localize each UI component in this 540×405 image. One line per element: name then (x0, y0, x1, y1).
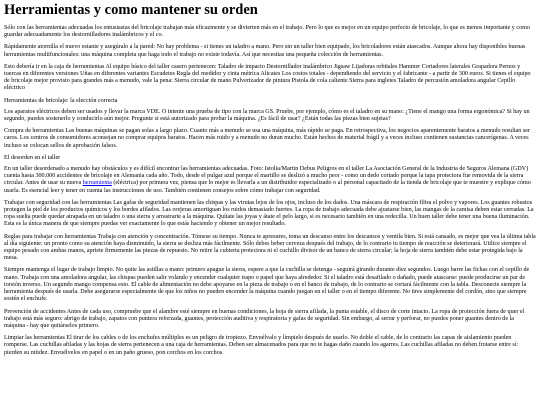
section-heading-mess: El desorden en el taller (4, 154, 61, 161)
paragraph-buying: Compra de herramientas Las buenas máquinas se pagan solas a largo plazo. Cuanto más a menudo se usa una máquina, más rápido se paga. En retrospectiva, los negocios aparentemente baratos a menudo resultan ser caros. Los centros de consumidores aconsejan no comprar equipos baratos. Hacen más ruido y a menudo no duran mucho. Están hechos de material frágil y a veces incluso contienen sustancias cancerígenas. A veces incluso se colocan sellos de aprobación falsos. (4, 128, 530, 149)
paragraph-cleaning: Limpiar las herramientas El tirar de los cables o de los enchufes múltiples es un peligro de tropiezo. Envuélvalo y límpielo después de usarlo. No doble el cable, de lo contrario las capas de aislamiento pueden romperse. Las cuchillas afiladas y las hojas de sierra pertenecen a una caja de herramientas. Deben ser almacenados para que no te hagas daño cuando los agarres. Las cuchillas afiladas no deben frotarse entre sí: pierden su nitidez. Envuélvelos en papel o en un paño grueso, pon corchos en los corchos. (4, 335, 519, 356)
page-title: Herramientas y como mantener su orden (4, 2, 258, 18)
intro-paragraph: Sólo con las herramientas adecuadas los entusiastas del bricolaje trabajan más eficazmente y se divierten más en el trabajo. Pero lo que es mejor en un equipo perfecto de bricolaje, lo que es menos importante y como guardar adecuadamente los destornilladores inalámbricos y el co. (4, 25, 530, 39)
paragraph-clean-workplace: Siempre mantenga el lugar de trabajo limpio. No quite las astillas a mano: primero apague la sierra, espere a que la cuchilla se detenga - seguirá girando durante diez segundos. Luego barre las fichas con el cepillo de mano. Trabaja con una amoladora angular, las chispas pueden salir volando y encender cualquier trapo o papel que haya alrededor. Si el taladro está desafilado o dañado, puede atascarse: puede producirse un par de torsión inverso. Un segundo mango compensa esto. El cable de alimentación no debe apoyarse en la pieza de trabajo o en el banco de trabajo, de lo contrario se cortará fácilmente con la tabla. Desconecte siempre la herramienta después de usarla. Debe asegurarse especialmente de que los niños no pueden encender la máquina cuando juegan en el taller o en el tiempo diferente. No tires simplemente del cordón, sino que siempre sostén el enchufe. (4, 267, 530, 303)
paragraph-vde: Los aparatos eléctricos deben ser usados y llevar la marca VDE. O intente una prueba de tipo con la marca GS. Pruebe, por ejemplo, cómo es el taladro en su mano: ¿Tiene el mango una forma ergonómica? Si hay un segundo, puedes sostenerlo y conducirlo aún mejor. Pregunte si está autorizado para probar la máquina. ¿Es fácil de usar? ¿Están todas las piezas bien sujetas? (4, 108, 530, 123)
paragraph-dangers (4, 166, 536, 195)
paragraph-prevention: Prevención de accidentes Antes de cada uso, compruebe que el alambre esté siempre en buenas condiciones, la hoja de sierra afilada, la punta estable, el disco de corte intacto. La ropa de protección fuera de quer el trabajo está más seguro: abrigo de trabajo, zapatos con puntera reforzada, guantes, protección auditiva y respiratoria y gafas de seguridad. Sin embargo, al serrar y perforar, no puedes poner guantes dentro de la máquina - hay que quitárselos primero. (4, 308, 525, 329)
paragraph-rules: Reglas para trabajar con herramientas Trabaja con atención y concentración. Tómese su tiempo. Nunca te apresures, toma un descanso entre los descansos y ventila bien. Si está cansado, es mejor que vea la última tabla al día siguiente: un pronto como su atención haya disminuido, la sierra se desliza más fácilmente. Sólo debes beber cerveza después del trabajo, de lo contrario tu tiempo de reacción se deteriorará. Utilice siempre el equipo pesado con ambas manos, apriete firmemente las piezas de repuesto. No retire la cubierta protectora ni el cuchillo divisor de un banco de sierra circular; la hoja de sierra también debe estar protegida bajo la mesa. (4, 233, 536, 262)
paragraph-setup: Rápidamente atornilla el nuevo estante y asegúralo a la pared: No hay problema - si tienes un taladro a mano. Pero sin un taller bien equipado, los bricoladores están atascados. Aunque ahora hay disponibles buenas herramientas multifuncionales: una máquina completa que haga todo el trabajo no existe todavía. Así que necesitas una pequeña colección de herramientas. (4, 44, 526, 58)
section-heading-choice: Herramientas de bricolaje: la elección correcta (4, 97, 118, 104)
herramienta-link[interactable]: herramienta (82, 180, 112, 187)
dangers-text-before: En un taller desordenado a menudo hay obstáculos y es difícil encontrar las herramientas adecuadas. Foto: Istolia/Martin Debus Peligros en el taller La Asociación General de la Industria de Seguros Alemana (GDV) cuenta hasta 300.000 accidentes de bricolaje en Alemania cada año. Todo, desde el pulgar azul porque el martillo se deslizó a mucho peor - como un dedo cortado porque la tapa protectora fue removida de la sierra circular. Antes de usar su nueva (4, 166, 529, 187)
dangers-text-after: (eléctrica) por primera vez, piensa que lo mejor es llevarla a un distribuidor especializado o al personal capacitado de la tienda de bricolaje que te muestre y explique cómo usarla. Es esencial leer y tener en cuenta las instrucciones de uso. También contienen consejos sobre cómo trabajar con seguridad. (4, 180, 531, 194)
paragraph-safety: Trabajar con seguridad con las herramientas Las gafas de seguridad mantienen las chispas y las virutas lejos de los ojos, incluso de los dados. Una máscara de respiración filtra el polvo y vapores. Los guantes robustos protegen la piel de los productos químicos y los bordes afilados. Las orejeras amortiguan los ruidos demasiado fuertes. La ropa de trabajo adecuada debe ajustarse bien, las mangas de la camisa deben estar cerradas. La ropa suelta puede quedar atrapada en un taladro o una sierra y arrastrarte a la máquina. Quítate las joyas y átate el pelo largo, si es necesario también en una redecilla. Un buen taller debe tener una buena iluminación. Esta es la única manera de que siempre puedas ver exactamente lo que estás haciendo y obtener un mejor resultado. (4, 199, 534, 228)
paragraph-toolbox: Esto debería ir en la caja de herramientas Al equipo básico del taller casero pertenecen: Taladro de impacto Destornillador inalámbrico Jigsaw Lijadoras orbitales Hammer Cortadores laterales Grapadora Pernos y tuercas en diferentes versiones Uñas en diferentes variantes Escudetes Regla del medidor y cinta métrica Alicates Los costos totales - dependiendo del servicio y el fabricante - a partir de 300 euros. Si tienes el equipo de bricolaje mejor provisto para grandes más a menudo, vale la pena: Sierra circular de mano Pulverizador de pintura Pistola de cola caliente Sierra para ingletes Taladro de percusión amoladora angular Cepillo eléctrico (4, 63, 531, 92)
